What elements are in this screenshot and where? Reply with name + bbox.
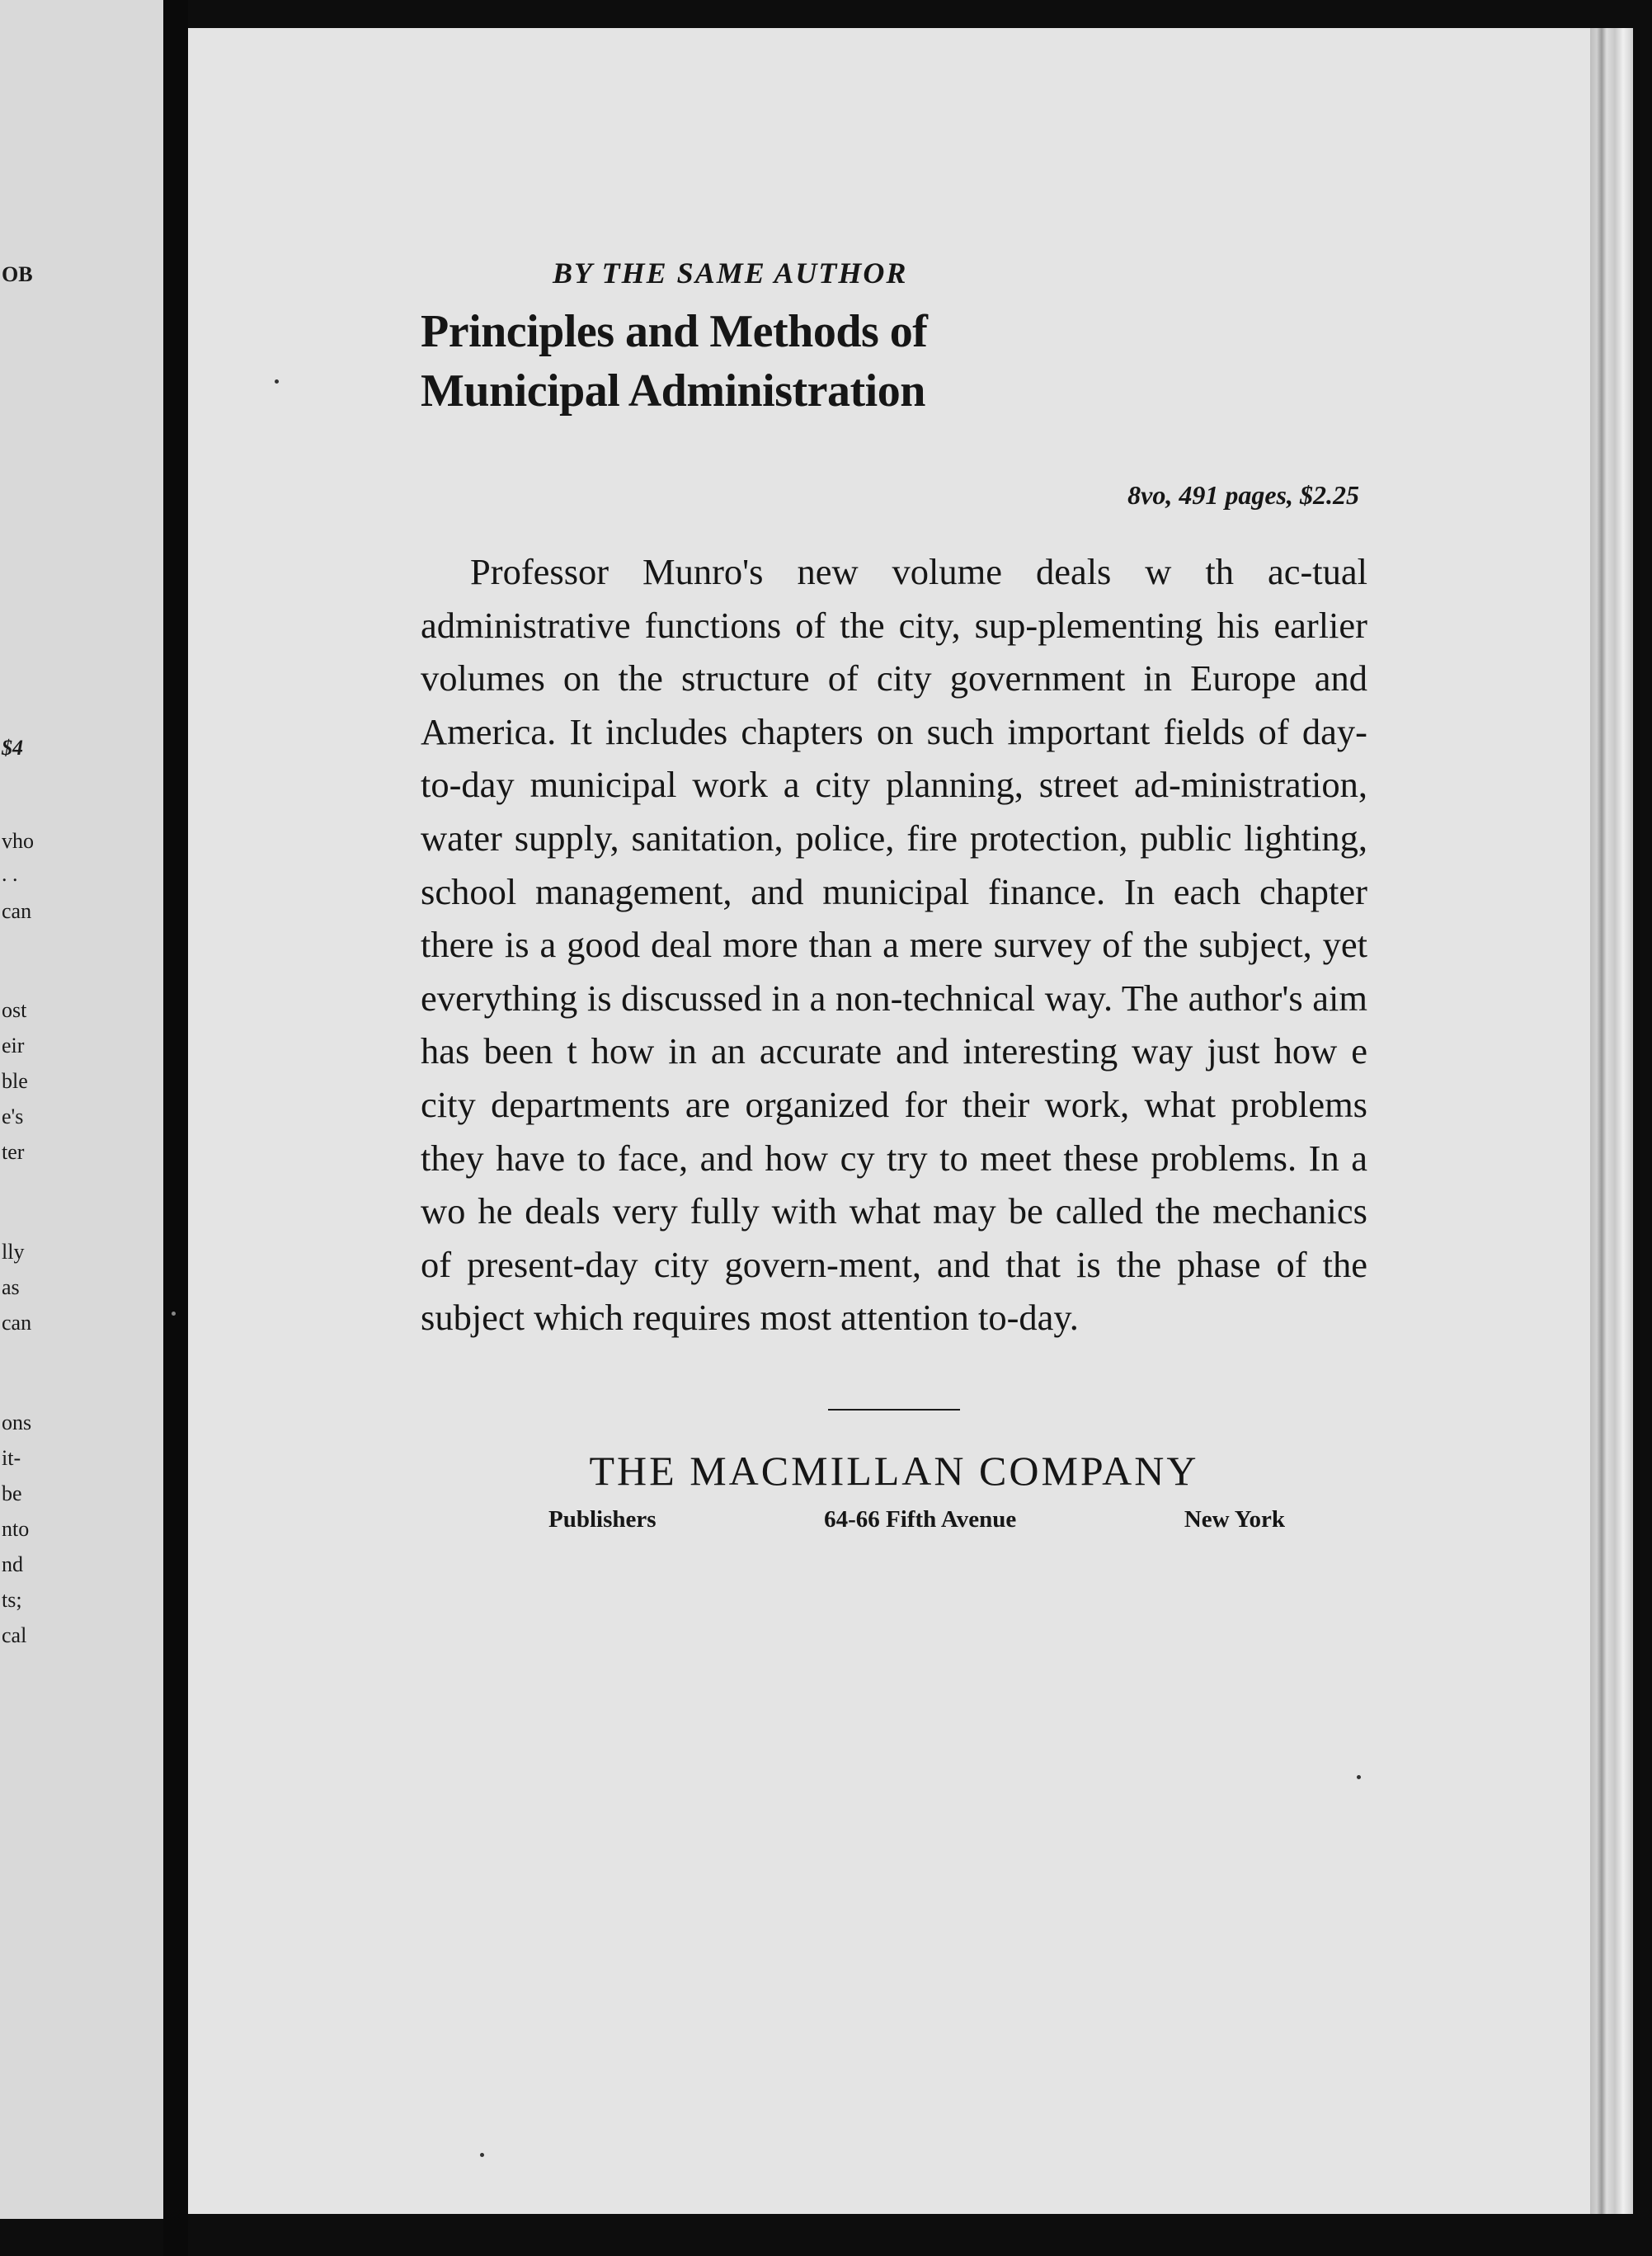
facing-page-text-fragment: nd [2,1552,23,1576]
facing-page-text-fragment: OB [2,262,33,286]
facing-page-text-fragment: be [2,1481,22,1505]
publisher-role: Publishers [548,1505,657,1533]
book-title [421,302,1367,421]
publisher-name: THE MACMILLAN COMPANY [589,1447,1199,1494]
facing-page-text-fragment: it- [2,1446,21,1470]
scan-speck [172,1312,176,1316]
facing-page-text-fragment: can [2,899,32,923]
facing-page-text-fragment: nto [2,1517,30,1541]
scan-speck [1357,1775,1361,1779]
facing-page-text-fragment: ons [2,1411,32,1434]
facing-page-text-fragment: ts; [2,1588,22,1612]
facing-page-text-fragment: . . [2,862,18,886]
byline: BY THE SAME AUTHOR [553,257,908,290]
advertisement-content [421,256,1367,1533]
scan-speck [275,379,279,384]
facing-page-text-fragment: ost [2,998,27,1022]
scan-speck [480,2153,484,2157]
facing-page-text-fragment: can [2,1311,32,1335]
book-title-line-1: Principles and Methods of [421,306,928,357]
binding-gutter [163,0,188,2256]
divider-rule [828,1409,960,1411]
publisher-details [548,1506,1285,1533]
publisher-address: 64-66 Fifth Avenue [824,1505,1017,1533]
facing-page-text-fragment: lly [2,1240,25,1264]
book-description: Professor Munro's new volume deals w th ac-tual administrative functions of the city, sup-plementing his earlier volumes on the structure of city government in Europe and America. It includes chapters on such important fields of day-to-day municipal work a city planning, street ad-ministration, water supply, sanitation, police, fire protection, public lighting, school management, and municipal finance. In each chapter there is a good deal more than a mere survey of the subject, yet everything is discussed in a non-technical way. The author's aim has been t how in an accurate and interesting way just how e city departments are organized for their work, what problems they have to face, and how cy try to meet these problems. In a wo he deals very fully with what may be called the mechanics of present-day city govern-ment, and that is the phase of the subject which requires most attention to-day. [421,551,1367,1339]
facing-page-text-fragment: cal [2,1623,27,1647]
facing-page-text-fragment: ter [2,1140,25,1164]
facing-page-text-fragment: eir [2,1034,25,1057]
page-edge [1590,28,1633,2214]
facing-page-text-fragment: e's [2,1104,24,1128]
publisher-city: New York [1184,1505,1285,1533]
facing-page-text-fragment: as [2,1275,20,1299]
facing-page-text-fragment: $4 [2,736,23,760]
facing-page-text-fragment: ble [2,1069,28,1093]
format-and-price: 8vo, 491 pages, $2.25 [1127,480,1359,510]
book-title-line-2: Municipal Administration [421,365,925,417]
facing-page-text-fragment: vho [2,829,34,853]
facing-page-fragment [0,0,163,2219]
